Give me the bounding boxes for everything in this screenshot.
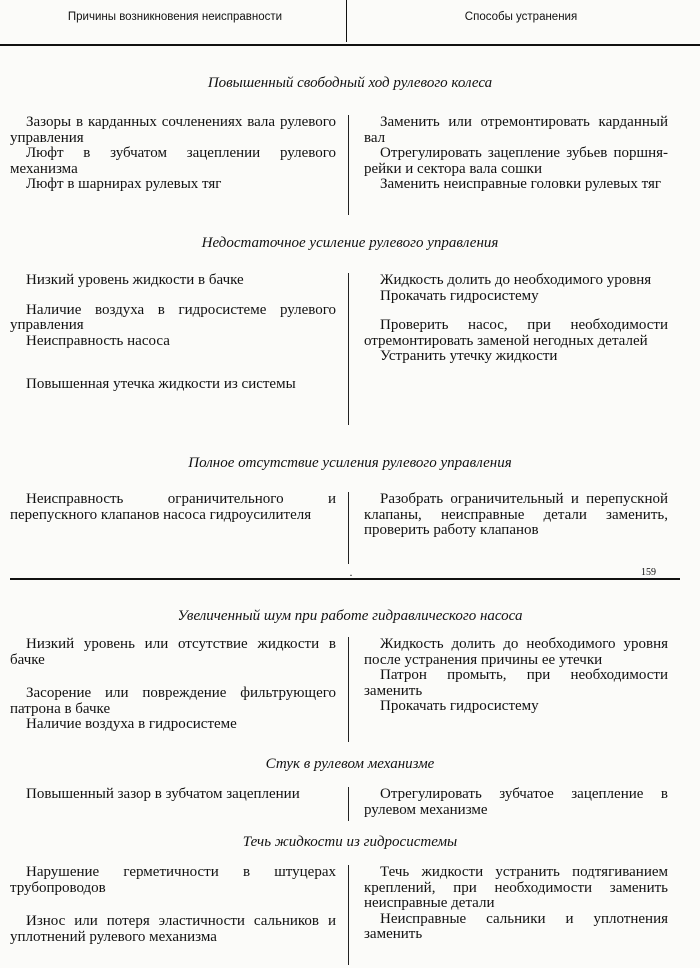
- section-title: Полное отсутствие усиления рулевого управления: [188, 455, 512, 471]
- column-divider: [348, 115, 349, 215]
- causes-column: [10, 492, 336, 523]
- remedy-item: Жидкость долить до необходимого уровня: [380, 272, 652, 288]
- remedies-column: [364, 492, 668, 539]
- table-header: [0, 0, 700, 46]
- section-title: Стук в рулевом механизме: [265, 756, 435, 772]
- cause-item: Неисправность насоса: [26, 332, 170, 349]
- cause-item: Износ или потеря эластичности сальников и уплотнений рулевого механизма: [10, 913, 336, 945]
- remedy-item: Разобрать ограничительный и перепускной клапаны, неисправные детали заменить, проверить работу клапанов: [364, 491, 668, 538]
- cause-item: Засорение или повреждение фильтрующего патрона в бачке: [10, 685, 336, 717]
- cause-item: Зазоры в карданных сочленениях вала рулевого управления: [10, 114, 336, 146]
- remedy-item: Течь жидкости устранить подтягиванием креплений, при необходимости заменить неисправные детали: [364, 864, 668, 911]
- column-divider: [348, 865, 349, 965]
- causes-column: [10, 637, 336, 733]
- cause-item: Наличие воздуха в гидросистеме рулевого управления: [10, 301, 336, 333]
- page-break-rule: [10, 578, 680, 580]
- section-title: Увеличенный шум при работе гидравлического насоса: [177, 608, 523, 624]
- causes-column: [10, 273, 336, 393]
- remedies-column: [364, 865, 668, 943]
- column-divider: [348, 637, 349, 742]
- cause-item: Низкий уровень или отсутствие жидкости в бачке: [10, 636, 336, 668]
- cause-item: Неисправность ограничительного и перепускного клапанов насоса гидроусилителя: [10, 491, 336, 523]
- cause-item: Люфт в зубчатом зацеплении рулевого механизма: [10, 145, 336, 177]
- cause-item: Повышенная утечка жидкости из системы: [26, 376, 296, 392]
- column-divider: [348, 273, 349, 425]
- header-causes: Причины возникновения неисправности: [67, 11, 283, 23]
- header-remedies: Способы устранения: [464, 11, 578, 23]
- remedy-item: Патрон промыть, при необходимости заменить: [364, 667, 668, 699]
- page-number: 159: [641, 567, 656, 578]
- remedy-item: Отрегулировать зацепление зубьев поршня-рейки и сектора вала сошки: [364, 145, 668, 177]
- remedy-item: Прокачать гидросистему: [380, 698, 539, 714]
- section-title: Течь жидкости из гидросистемы: [242, 834, 458, 850]
- remedy-item: Отрегулировать зубчатое зацепление в рулевом механизме: [364, 786, 668, 818]
- causes-column: [10, 865, 336, 945]
- column-divider: [348, 492, 349, 564]
- remedy-item: Заменить или отремонтировать карданный вал: [364, 114, 668, 146]
- header-divider: [346, 0, 347, 42]
- remedy-item: Жидкость долить до необходимого уровня после устранения причины ее утечки: [364, 636, 668, 668]
- cause-item: Люфт в шарнирах рулевых тяг: [26, 176, 222, 192]
- remedies-column: [364, 273, 668, 365]
- cause-item: Наличие воздуха в гидросистеме: [26, 716, 237, 732]
- cause-item: Низкий уровень жидкости в бачке: [26, 272, 244, 288]
- remedy-item: Неисправные сальники и уплотнения заменить: [364, 910, 668, 942]
- section-title: Повышенный свободный ход рулевого колеса: [207, 75, 493, 91]
- remedies-column: [364, 637, 668, 715]
- page-mark-dot: ·: [349, 568, 353, 582]
- column-divider: [348, 787, 349, 821]
- remedy-item: Устранить утечку жидкости: [380, 348, 558, 364]
- cause-item: Нарушение герметичности в штуцерах трубопроводов: [10, 864, 336, 896]
- remedies-column: [364, 115, 668, 193]
- causes-column: [10, 787, 336, 803]
- remedy-item: Проверить насос, при необходимости отремонтировать заменой негодных деталей: [364, 317, 668, 349]
- remedy-item: Заменить неисправные головки рулевых тяг: [380, 176, 661, 192]
- remedy-item: Прокачать гидросистему: [380, 287, 539, 304]
- causes-column: [10, 115, 336, 193]
- cause-item: Повышенный зазор в зубчатом зацеплении: [26, 786, 300, 802]
- section-title: Недостаточное усиление рулевого управления: [201, 235, 499, 251]
- remedies-column: [364, 787, 668, 818]
